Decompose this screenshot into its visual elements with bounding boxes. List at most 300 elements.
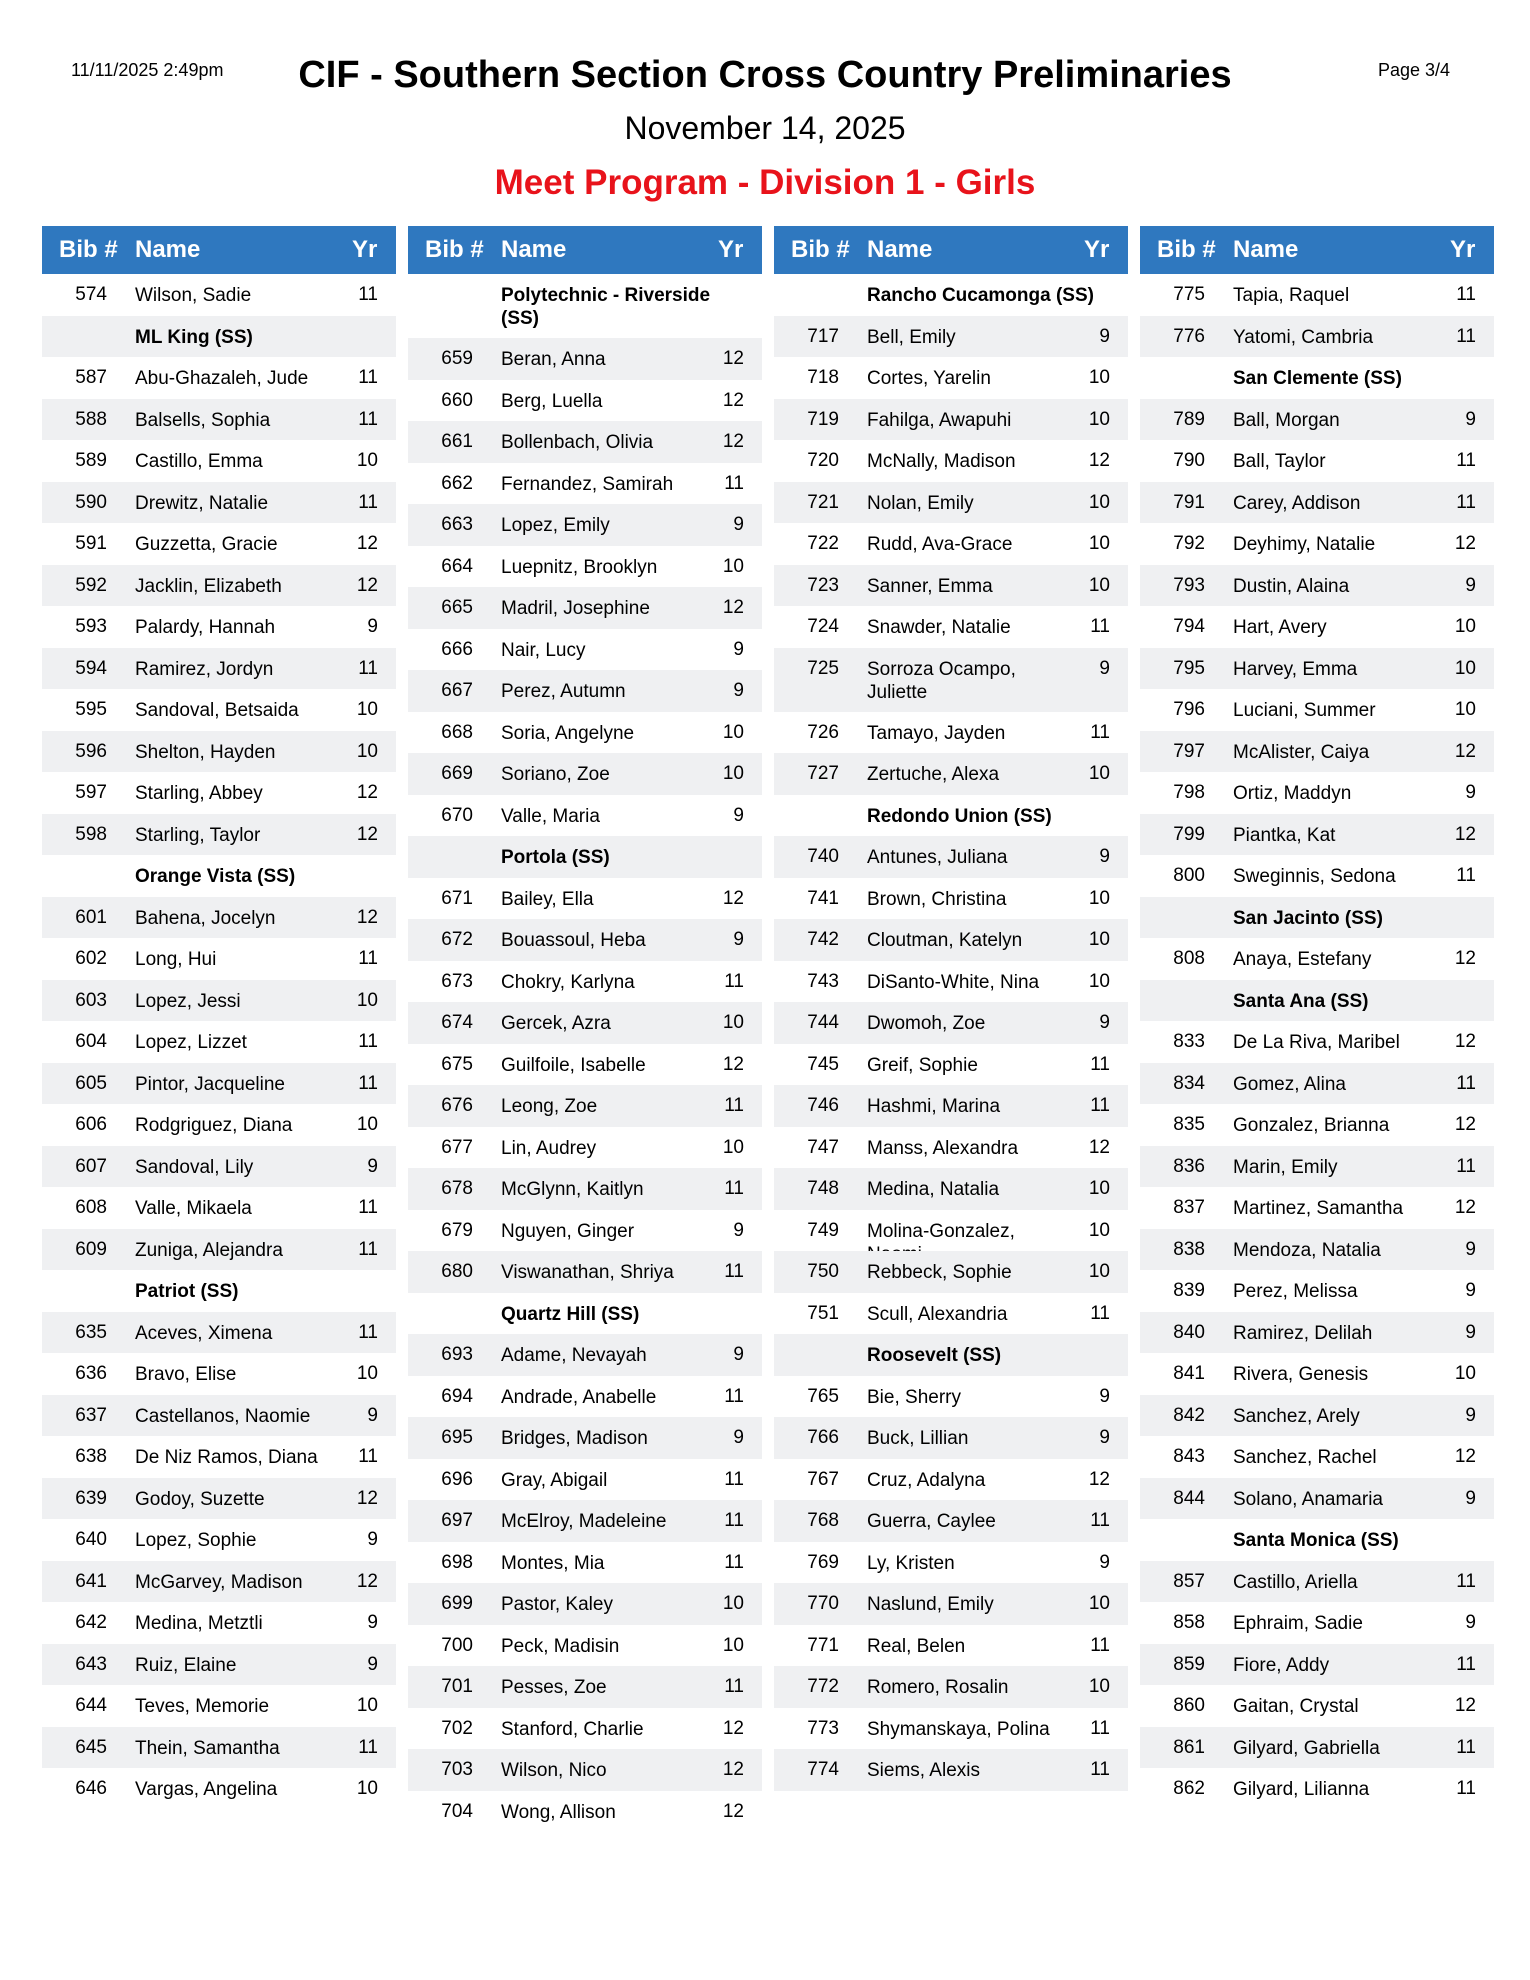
bib-number: 669 (441, 763, 473, 784)
bib-number: 604 (75, 1031, 107, 1052)
entry-row (1140, 440, 1494, 482)
team-heading-row (774, 795, 1128, 837)
athlete-name: Jacklin, Elizabeth (135, 575, 282, 597)
grade-year: 10 (356, 1695, 378, 1716)
bib-number: 749 (807, 1219, 839, 1241)
grade-year: 11 (1456, 325, 1476, 347)
athlete-name: Andrade, Anabelle (501, 1386, 657, 1408)
grade-year: 12 (1088, 450, 1110, 471)
column-header (1140, 226, 1494, 274)
entry-row (774, 1625, 1128, 1667)
entry-row (408, 1002, 762, 1044)
entry-row (774, 1085, 1128, 1127)
grade-year: 9 (1099, 846, 1110, 867)
bib-number: 635 (75, 1321, 107, 1343)
grade-year: 10 (722, 555, 744, 577)
athlete-name: Sanchez, Arely (1233, 1405, 1360, 1427)
athlete-name: Dwomoh, Zoe (867, 1013, 986, 1034)
grade-year: 9 (733, 514, 744, 535)
bib-number: 703 (441, 1759, 473, 1780)
athlete-name: Marin, Emily (1233, 1156, 1338, 1178)
bib-number: 745 (807, 1053, 839, 1075)
grade-year: 11 (358, 1031, 378, 1052)
grade-year: 12 (1454, 533, 1476, 554)
entry-row (42, 357, 396, 399)
entry-row (408, 338, 762, 380)
athlete-name: Antunes, Juliana (867, 847, 1008, 868)
bib-number: 793 (1173, 574, 1205, 596)
entry-row (408, 712, 762, 754)
grade-year: 11 (1090, 1302, 1110, 1324)
athlete-name: Sandoval, Lily (135, 1156, 254, 1178)
grade-year: 9 (1099, 1551, 1110, 1573)
bib-number: 675 (441, 1053, 473, 1075)
entry-row (408, 1749, 762, 1791)
athlete-name: Nguyen, Ginger (501, 1220, 635, 1242)
grade-year: 10 (722, 1593, 744, 1614)
bib-number: 601 (75, 906, 107, 928)
grade-year: 11 (1090, 1759, 1110, 1780)
entry-row (42, 648, 396, 690)
entry-row (774, 1459, 1128, 1501)
athlete-name: Guerra, Caylee (867, 1511, 996, 1532)
grade-year: 9 (1465, 408, 1476, 430)
athlete-name: Greif, Sophie (867, 1054, 978, 1076)
team-name: Santa Ana (SS) (1233, 990, 1369, 1012)
bib-number: 637 (75, 1404, 107, 1426)
entry-row (774, 878, 1128, 920)
bib-number: 765 (807, 1385, 839, 1407)
entry-row (408, 1500, 762, 1542)
entry-row (1140, 274, 1494, 316)
entry-row (774, 1168, 1128, 1210)
athlete-name: Guzzetta, Gracie (135, 534, 278, 555)
athlete-name: Romero, Rosalin (867, 1677, 1009, 1698)
entry-row (1140, 1063, 1494, 1105)
grade-year: 11 (1090, 616, 1110, 637)
bib-number: 591 (75, 533, 107, 554)
entry-row (408, 1168, 762, 1210)
athlete-name: Gilyard, Gabriella (1233, 1737, 1380, 1759)
bib-number: 843 (1173, 1446, 1205, 1467)
athlete-name: Gray, Abigail (501, 1469, 608, 1491)
entry-row (408, 1210, 762, 1252)
bib-number: 776 (1173, 325, 1205, 347)
grade-year: 11 (1090, 1717, 1110, 1739)
entry-row (408, 795, 762, 837)
athlete-name: Martinez, Samantha (1233, 1198, 1404, 1219)
bib-number: 659 (441, 348, 473, 369)
header-name: Name (1233, 236, 1299, 263)
bib-number: 672 (441, 929, 473, 950)
entries-column (408, 226, 762, 1832)
bib-number: 590 (75, 491, 107, 513)
grade-year: 11 (1456, 1736, 1476, 1758)
bib-number: 701 (441, 1676, 473, 1697)
grade-year: 12 (722, 1759, 744, 1780)
bib-number: 795 (1173, 657, 1205, 679)
athlete-name: Pesses, Zoe (501, 1677, 607, 1698)
entry-row (1140, 855, 1494, 897)
bib-number: 670 (441, 804, 473, 826)
bib-number: 595 (75, 699, 107, 720)
grade-year: 10 (356, 740, 378, 762)
athlete-name: Chokry, Karlyna (501, 971, 635, 993)
bib-number: 673 (441, 970, 473, 992)
entry-row (774, 357, 1128, 399)
entry-row (42, 565, 396, 607)
athlete-name: Tamayo, Jayden (867, 722, 1006, 744)
grade-year: 9 (367, 1529, 378, 1550)
athlete-name: Scull, Alexandria (867, 1303, 1008, 1325)
athlete-name: Lopez, Sophie (135, 1530, 257, 1551)
athlete-name: Cortes, Yarelin (867, 368, 991, 389)
athlete-name: Starling, Taylor (135, 824, 261, 846)
bib-number: 726 (807, 721, 839, 743)
athlete-name: Rivera, Genesis (1233, 1364, 1369, 1385)
bib-number: 800 (1173, 865, 1205, 886)
athlete-name: McElroy, Madeleine (501, 1511, 667, 1532)
athlete-name: Deyhimy, Natalie (1233, 534, 1376, 555)
entry-row (408, 670, 762, 712)
grade-year: 9 (1465, 1404, 1476, 1426)
athlete-name: Zertuche, Alexa (867, 764, 1000, 785)
bib-number: 767 (807, 1468, 839, 1490)
athlete-name: Real, Belen (867, 1635, 966, 1657)
athlete-name: Medina, Metztli (135, 1613, 263, 1634)
athlete-name: Drewitz, Natalie (135, 492, 269, 514)
athlete-name: Ly, Kristen (867, 1552, 955, 1574)
team-name: Portola (SS) (501, 847, 610, 868)
grade-year: 10 (722, 1634, 744, 1656)
grade-year: 10 (1088, 367, 1110, 388)
grade-year: 12 (1454, 1031, 1476, 1052)
entry-row (1140, 606, 1494, 648)
athlete-name: Thein, Samantha (135, 1737, 280, 1759)
athlete-name: Leong, Zoe (501, 1096, 598, 1117)
entry-row (42, 1229, 396, 1271)
entry-row (1140, 938, 1494, 980)
header-yr: Yr (352, 236, 378, 263)
entry-row (408, 1708, 762, 1750)
entry-row (408, 421, 762, 463)
team-heading-row (774, 1334, 1128, 1376)
entry-row (1140, 1685, 1494, 1727)
entry-row (774, 712, 1128, 754)
athlete-name: Castillo, Ariella (1233, 1571, 1358, 1593)
entry-row (774, 565, 1128, 607)
athlete-name: Bahena, Jocelyn (135, 907, 276, 929)
grade-year: 12 (356, 533, 378, 554)
grade-year: 12 (722, 1717, 744, 1739)
grade-year: 11 (724, 1676, 744, 1697)
bib-number: 671 (441, 887, 473, 909)
athlete-name: Perez, Melissa (1233, 1281, 1358, 1302)
grade-year: 10 (1088, 929, 1110, 950)
bib-number: 598 (75, 823, 107, 845)
grade-year: 9 (1099, 1427, 1110, 1448)
grade-year: 11 (1090, 1053, 1110, 1075)
entry-row (408, 629, 762, 671)
entry-row (408, 463, 762, 505)
athlete-name: Adame, Nevayah (501, 1345, 647, 1366)
team-heading-row (1140, 1519, 1494, 1561)
entry-row (1140, 1768, 1494, 1810)
entry-row (774, 836, 1128, 878)
grade-year: 9 (1465, 1321, 1476, 1343)
entry-row (42, 1312, 396, 1354)
grade-year: 12 (722, 1053, 744, 1075)
bib-number: 608 (75, 1197, 107, 1218)
athlete-name: Shelton, Hayden (135, 741, 276, 763)
bib-number: 794 (1173, 616, 1205, 637)
grade-year: 9 (1099, 1012, 1110, 1033)
athlete-name: Ruiz, Elaine (135, 1654, 237, 1676)
grade-year: 11 (1456, 450, 1476, 471)
bib-number: 693 (441, 1344, 473, 1365)
athlete-name: Lopez, Lizzet (135, 1032, 247, 1053)
entry-row (774, 961, 1128, 1003)
athlete-name: Aceves, Ximena (135, 1322, 273, 1344)
bib-number: 676 (441, 1095, 473, 1116)
team-name: Santa Monica (SS) (1233, 1530, 1399, 1551)
grade-year: 11 (358, 491, 378, 513)
athlete-name: Yatomi, Cambria (1233, 326, 1374, 348)
grade-year: 9 (733, 804, 744, 826)
team-name: Rancho Cucamonga (SS) (867, 285, 1094, 306)
grade-year: 10 (356, 699, 378, 720)
athlete-name: Vargas, Angelina (135, 1779, 278, 1800)
athlete-name: Pastor, Kaley (501, 1594, 613, 1615)
grade-year: 12 (1454, 1695, 1476, 1716)
grade-year: 10 (1088, 1593, 1110, 1614)
bib-number: 750 (807, 1261, 839, 1282)
bib-number: 725 (807, 657, 839, 679)
bib-number: 769 (807, 1551, 839, 1573)
entry-row (1140, 1312, 1494, 1354)
athlete-name: Rodgriguez, Diana (135, 1115, 293, 1136)
athlete-name: Tapia, Raquel (1233, 285, 1350, 306)
entries-column (774, 226, 1128, 1791)
grade-year: 10 (1088, 1261, 1110, 1282)
entry-row (42, 523, 396, 565)
team-name: Redondo Union (SS) (867, 805, 1052, 827)
bib-number: 790 (1173, 450, 1205, 471)
athlete-name: Soriano, Zoe (501, 764, 610, 785)
bib-number: 663 (441, 514, 473, 535)
bib-number: 605 (75, 1072, 107, 1094)
bib-number: 697 (441, 1510, 473, 1531)
entry-row (42, 814, 396, 856)
entry-row (1140, 731, 1494, 773)
grade-year: 10 (722, 1012, 744, 1033)
athlete-name: Sanchez, Rachel (1233, 1447, 1377, 1468)
entry-row (774, 1044, 1128, 1086)
entry-row (42, 1561, 396, 1603)
grade-year: 10 (356, 450, 378, 471)
athlete-name: DiSanto-White, Nina (867, 971, 1040, 993)
bib-number: 677 (441, 1136, 473, 1158)
bib-number: 589 (75, 450, 107, 471)
bib-number: 597 (75, 782, 107, 803)
entry-row (408, 753, 762, 795)
entry-row (408, 1542, 762, 1584)
athlete-name: Beran, Anna (501, 349, 606, 370)
grade-year: 9 (1465, 574, 1476, 596)
entry-row (42, 1644, 396, 1686)
entry-row (1140, 1644, 1494, 1686)
grade-year: 12 (356, 823, 378, 845)
grade-year: 12 (1454, 1446, 1476, 1467)
bib-number: 861 (1173, 1736, 1205, 1758)
bib-number: 773 (807, 1717, 839, 1739)
entry-row (1140, 399, 1494, 441)
grade-year: 10 (1088, 408, 1110, 430)
bib-number: 696 (441, 1468, 473, 1490)
entry-row (1140, 1187, 1494, 1229)
bib-number: 727 (807, 763, 839, 784)
header-yr: Yr (1084, 236, 1110, 263)
bib-number: 607 (75, 1155, 107, 1177)
entry-row (42, 1602, 396, 1644)
athlete-name: Carey, Addison (1233, 492, 1361, 514)
athlete-name: Bravo, Elise (135, 1364, 237, 1385)
athlete-name: Luciani, Summer (1233, 700, 1376, 721)
bib-number: 661 (441, 431, 473, 452)
grade-year: 11 (1456, 1072, 1476, 1094)
bib-number: 834 (1173, 1072, 1205, 1094)
team-name: Roosevelt (SS) (867, 1345, 1002, 1366)
grade-year: 11 (358, 1072, 378, 1094)
bib-number: 791 (1173, 491, 1205, 513)
entry-row (42, 1685, 396, 1727)
grade-year: 9 (367, 1612, 378, 1633)
grade-year: 12 (356, 782, 378, 803)
team-name: Patriot (SS) (135, 1281, 239, 1302)
bib-number: 609 (75, 1238, 107, 1260)
grade-year: 10 (722, 1136, 744, 1158)
grade-year: 9 (1465, 1280, 1476, 1301)
entry-row (408, 1791, 762, 1833)
grade-year: 12 (722, 1800, 744, 1822)
bib-number: 636 (75, 1363, 107, 1384)
entry-row (408, 1417, 762, 1459)
grade-year: 12 (356, 574, 378, 596)
bib-number: 860 (1173, 1695, 1205, 1716)
entry-row (1140, 1727, 1494, 1769)
entry-row (1140, 1602, 1494, 1644)
entry-row (1140, 1146, 1494, 1188)
athlete-name: Solano, Anamaria (1233, 1488, 1383, 1510)
grade-year: 10 (1088, 970, 1110, 992)
bib-number: 835 (1173, 1114, 1205, 1135)
entry-row (42, 731, 396, 773)
team-name: Orange Vista (SS) (135, 866, 296, 887)
bib-number: 660 (441, 389, 473, 411)
grade-year: 10 (356, 1363, 378, 1384)
grade-year: 9 (1465, 1612, 1476, 1633)
team-name: San Clemente (SS) (1233, 368, 1402, 389)
entry-row (774, 1251, 1128, 1293)
athlete-name: Ball, Morgan (1233, 409, 1340, 431)
athlete-name: Buck, Lillian (867, 1428, 969, 1449)
grade-year: 11 (358, 1197, 378, 1218)
grade-year: 11 (1456, 284, 1476, 305)
bib-number: 799 (1173, 823, 1205, 845)
team-name: ML King (SS) (135, 326, 253, 348)
grade-year: 10 (356, 1114, 378, 1135)
entry-row (774, 1417, 1128, 1459)
entry-row (774, 1127, 1128, 1169)
team-heading-row (42, 1270, 396, 1312)
entry-row (1140, 482, 1494, 524)
entry-row (408, 1459, 762, 1501)
team-heading-row (1140, 357, 1494, 399)
athlete-name: Abu-Ghazaleh, Jude (135, 368, 309, 389)
entry-row (774, 1376, 1128, 1418)
athlete-name: Bailey, Ella (501, 888, 594, 910)
header-name: Name (501, 236, 567, 263)
athlete-name: Rebbeck, Sophie (867, 1262, 1012, 1283)
bib-number: 679 (441, 1219, 473, 1241)
athlete-name: Bell, Emily (867, 326, 956, 348)
bib-number: 646 (75, 1778, 107, 1799)
bib-number: 740 (807, 846, 839, 867)
athlete-name: Zuniga, Alejandra (135, 1239, 283, 1261)
header-yr: Yr (1450, 236, 1476, 263)
header-name: Name (135, 236, 201, 263)
grade-year: 11 (358, 1321, 378, 1343)
entry-row (42, 440, 396, 482)
athlete-name: Ephraim, Sadie (1233, 1613, 1363, 1634)
bib-number: 694 (441, 1385, 473, 1407)
grade-year: 12 (356, 906, 378, 928)
grade-year: 9 (1465, 1238, 1476, 1260)
bib-number: 642 (75, 1612, 107, 1633)
bib-number: 862 (1173, 1778, 1205, 1799)
bib-number: 602 (75, 948, 107, 969)
entry-row (774, 440, 1128, 482)
athlete-name: Gaitan, Crystal (1233, 1696, 1359, 1717)
athlete-name: Bridges, Madison (501, 1428, 648, 1449)
team-heading-row (1140, 980, 1494, 1022)
entry-row (42, 1478, 396, 1520)
entry-row (42, 772, 396, 814)
bib-number: 770 (807, 1593, 839, 1614)
athlete-name: Medina, Natalia (867, 1179, 1000, 1200)
header-bib: Bib # (59, 236, 118, 263)
grade-year: 11 (724, 1468, 744, 1490)
athlete-name: McGlynn, Kaitlyn (501, 1179, 644, 1200)
grade-year: 12 (722, 348, 744, 369)
bib-number: 596 (75, 740, 107, 762)
bib-number: 588 (75, 408, 107, 430)
grade-year: 11 (724, 1261, 744, 1282)
bib-number: 592 (75, 574, 107, 596)
grade-year: 12 (722, 389, 744, 411)
grade-year: 11 (358, 1238, 378, 1260)
athlete-name: Castillo, Emma (135, 451, 263, 472)
athlete-name: Snawder, Natalie (867, 617, 1011, 638)
header-bib: Bib # (1157, 236, 1216, 263)
entry-row (42, 689, 396, 731)
entry-row (408, 587, 762, 629)
entry-row (42, 399, 396, 441)
athlete-name: Madril, Josephine (501, 598, 650, 619)
entry-row (42, 897, 396, 939)
grade-year: 11 (358, 1736, 378, 1758)
entry-row (1140, 1021, 1494, 1063)
